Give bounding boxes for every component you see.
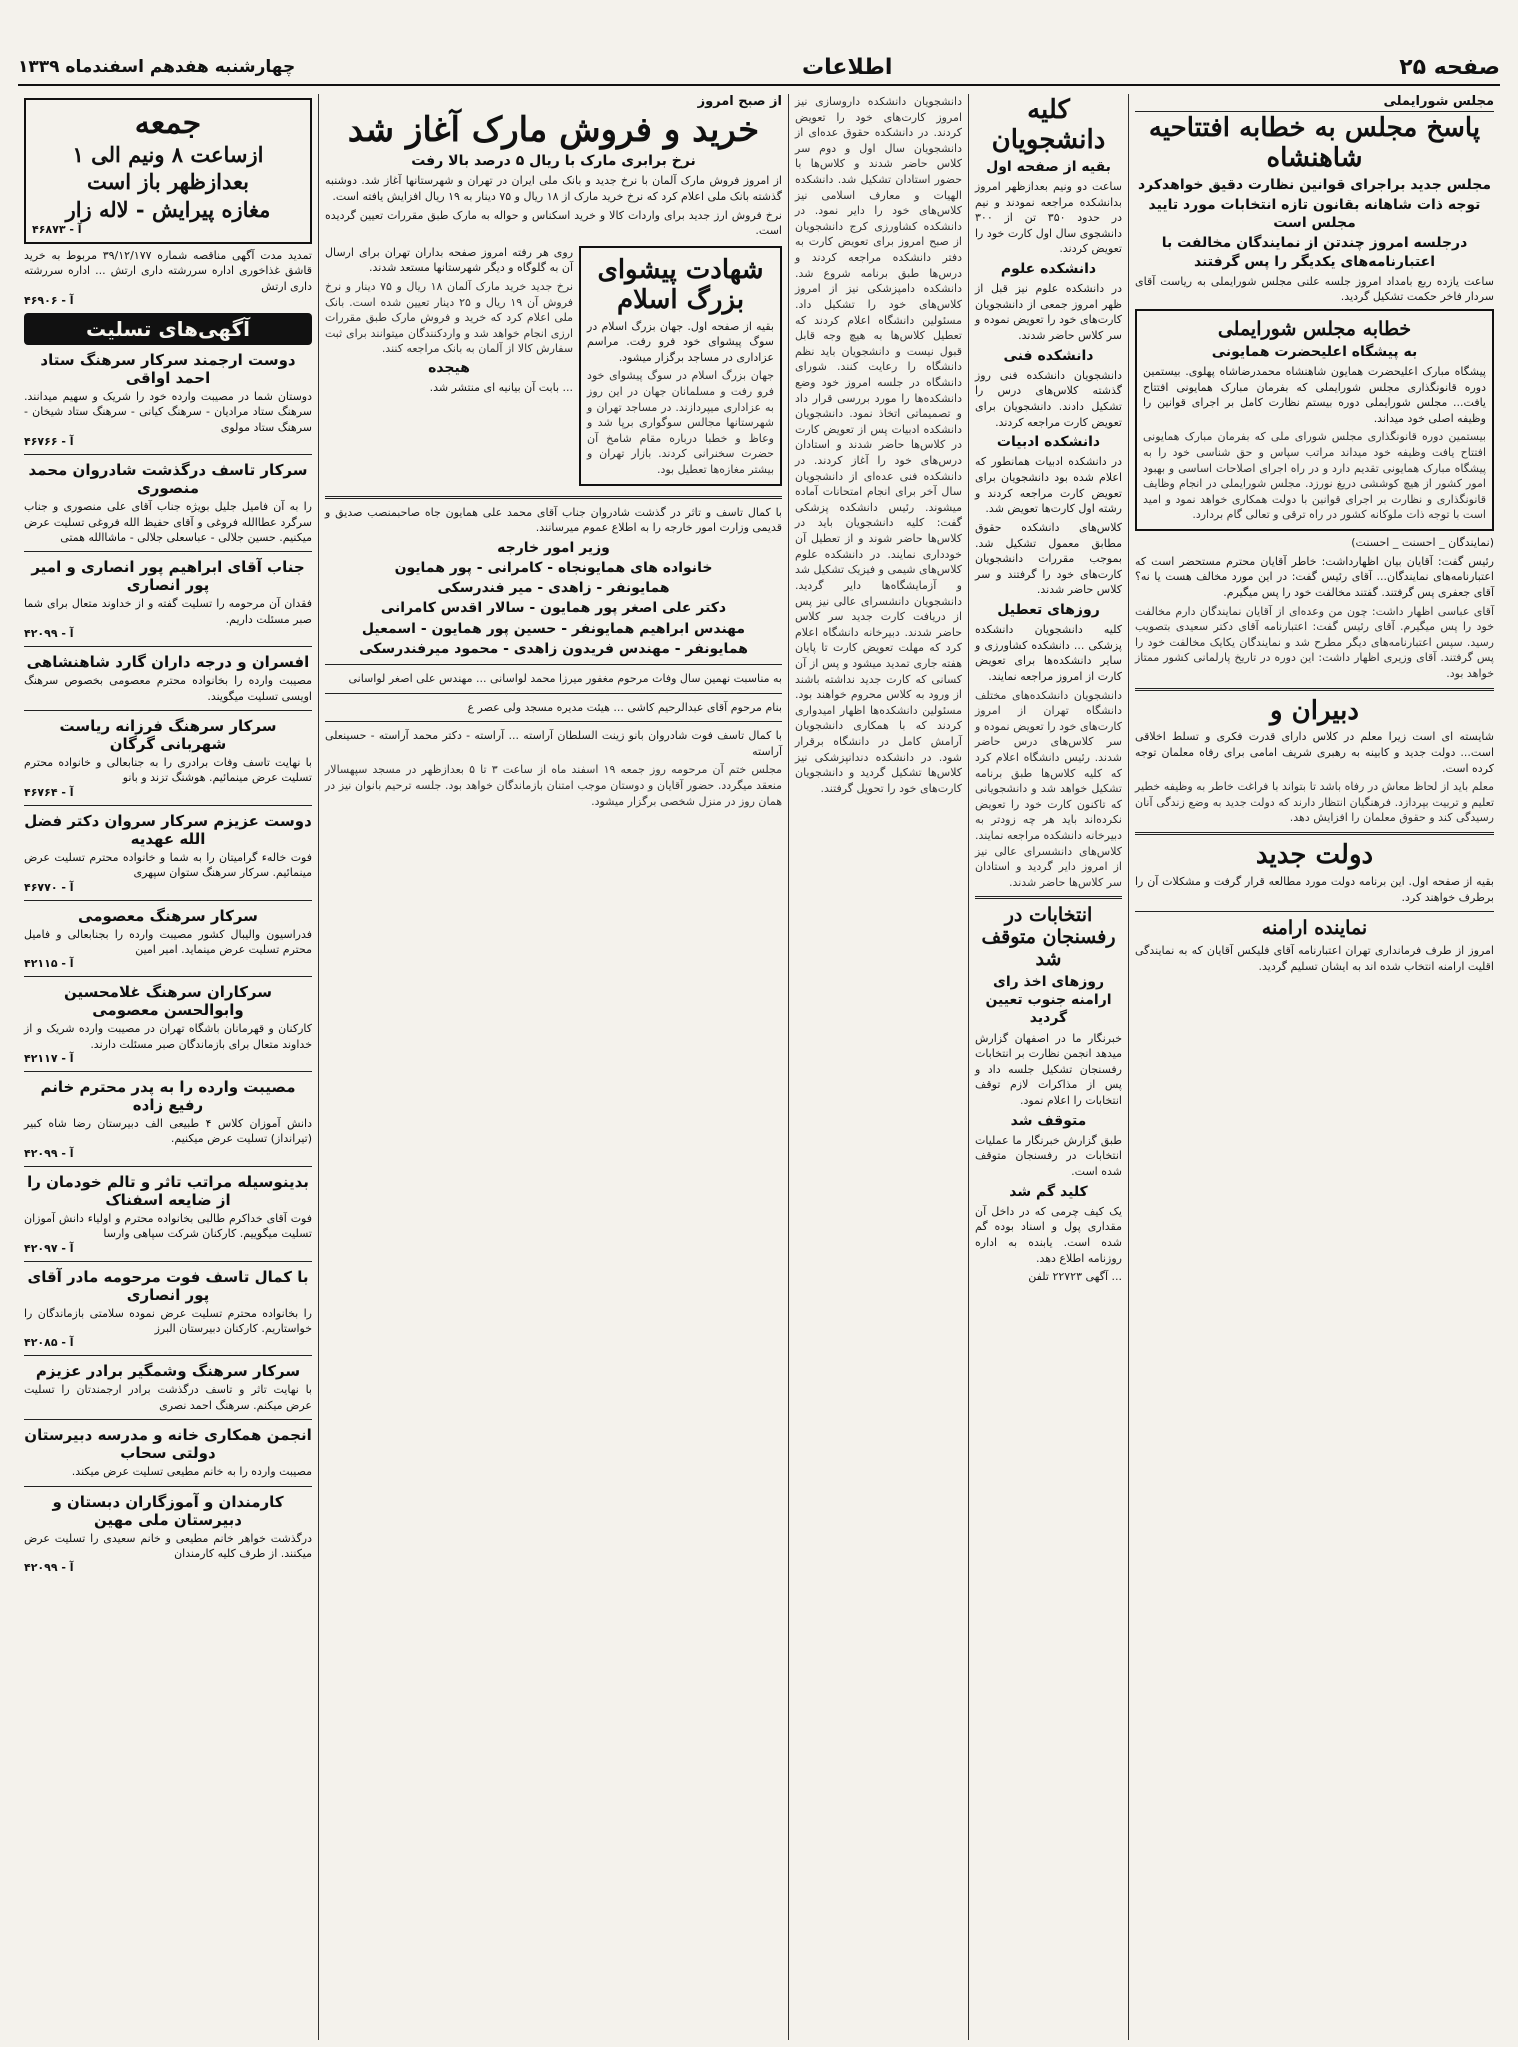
market-text: از امروز فروش مارک آلمان با نرخ جدید و بانک ملی ایران در تهران و شهرستانها آغاز شد. دوشنبه گذشته بانک ملی اعلام کرد که نرخ خرید مارک از ۱۸ ریال و ۷۵ دینار به ۱۹ ریال افزایش یافته است. — [325, 174, 782, 203]
family-line-4: مهندس ابراهیم همایونفر - حسین پور همایون - اسمعیل — [361, 620, 746, 637]
students-sec-2: دانشکده فنی — [1003, 347, 1094, 364]
majlis-sub-1: مجلس جدید براجرای قوانین نظارت دقیق خواهدکرد — [1138, 176, 1491, 193]
condolence-ad-ref: آ - ۴۶۷۶۴ — [24, 785, 74, 799]
martyr-box — [579, 246, 782, 486]
majlis-caption: (نمایندگان _ احسنت _ احسنت) — [1351, 536, 1494, 550]
elections-headline: انتخابات در رفسنجان متوقف شد — [981, 904, 1116, 971]
hayat-title: هیجده — [428, 359, 470, 376]
condolence-ad-ref: آ - ۴۶۷۶۶ — [24, 435, 74, 449]
condolence-ad-text: را بخانواده محترم تسلیت عرض نموده سلامتی بازماندگان را خواستاریم. کارکنان دبیرستان البرز — [24, 1306, 312, 1336]
kashi-notice: بنام مرحوم آقای عبدالرحیم کاشی ... هیئت مدیره مسجد ولی عصر ع — [467, 700, 782, 714]
market-column — [318, 94, 788, 2040]
section-label: مجلس شورایملی — [1135, 94, 1494, 112]
market-side-text: روی هر رفته امروز صفحه بداران تهران برای ارسال آن به گلوگاه و دیگر شهرستانها مستعد شدند. — [325, 245, 574, 275]
condolence-ad-text: دوستان شما در مصیبت وارده خود را شریک و سهیم میدانند. سرهنگ ستاد مرادیان - سرهنگ کیانی - سرهنگ ستاد شیخان - سرهنگ ستاد مولوی — [24, 390, 312, 434]
condolence-ad-title: سرکار سرهنگ معصومی — [78, 906, 258, 925]
divider — [24, 1486, 312, 1487]
condolence-ad — [24, 1078, 312, 1160]
martyr-wrap — [579, 242, 782, 490]
market-kicker: از صبح امروز — [697, 94, 782, 109]
majlis-body-cont: آقای عباسی اظهار داشت: چون من وعده‌ای از آقایان نمایندگان دارم مخالفت خود را پس میگیرم. آقای رئیس گفت: اعتبارنامه آقای دکتر سعیدی بتصویب رسید. سپس اعتبارنامه‌های دیگر مطرح شد و نمایندگان یکایک مخالفت خود را پس گرفتند. آقای وزیری اظهار داشت: این دوره در تاریخ پارلمانی کشور ممتاز خواهد بود. — [1135, 604, 1494, 680]
running-head — [18, 50, 1500, 86]
condolence-ad-text: درگذشت خواهر خانم مطیعی و خانم سعیدی را تسلیت عرض میکنند. از طرف کلیه کارمندان — [24, 1531, 312, 1560]
ads-column — [18, 94, 318, 2040]
elections-text-4: ... آگهی ۲۲۷۲۳ تلفن — [1028, 1270, 1122, 1284]
students-column — [968, 94, 1128, 2040]
condolence-ad — [24, 653, 312, 704]
condolence-ad-text: فوت آقای خداکرم طالبی بخانواده محترم و اولیاء دانش آموزان تسلیت میگوییم. کارکنان شرکت سپاهی وارسا — [24, 1211, 312, 1241]
condolence-ad-title: جناب آقای ابراهیم پور انصاری و امیر پور انصاری — [31, 558, 305, 595]
divider — [1135, 911, 1494, 912]
condolence-ad — [24, 812, 312, 894]
divider — [24, 976, 312, 977]
family-line-2: همایونفر - زاهدی - میر فندرسکی — [437, 580, 670, 597]
continued-text: دانشجویان دانشکده داروسازی نیز امروز کارت‌های خود را تعویض کردند. در دانشکده حقوق عده‌ای از دانشجویان سال اول و دوم سر کلاس حاضر شدند و کلاس‌ها با حضور استادان تشکیل شد. دانشکده الهیات و معارف اسلامی نیز کلاس‌های خود را دایر نمود. در دانشکده کشاورزی کرج دانشجویان از صبح امروز برای تعویض کارت به دفتر دانشکده مراجعه کردند و درس‌ها طبق برنامه شروع شد. دانشکده دامپزشکی نیز از امروز کلاس‌های خود را تشکیل داد. مسئولین دانشگاه اعلام کردند که تعطیل کلاس‌ها به هیچ وجه قابل قبول نیست و دانشجویان باید نظم دانشگاه را رعایت کنند. شورای دانشگاه در جلسه امروز خود وضع دانشکده‌ها را مورد بررسی قرار داد و تصمیماتی اتخاذ نمود. دانشجویان دانشکده ادبیات پس از تعویض کارت در کلاس‌ها حاضر شدند و استادان درس‌های خود را آغاز کردند. در دانشکده فنی عده‌ای از دانشجویان سال آخر برای انجام امتحانات آماده میشوند. رئیس دانشکده پزشکی گفت: کلیه دانشجویان باید در کلاس‌ها حاضر شوند و از تعطیل آن خودداری نمایند. در دانشکده علوم کلاس‌های شیمی و فیزیک تشکیل شد و آزمایشگاه‌ها دایر گردید. دانشجویان دانشسرای عالی نیز پس از دریافت کارت جدید سر کلاس حاضر شدند. دبیرخانه دانشگاه اعلام کرد که مهلت تعویض کارت تا پایان هفته جاری تمدید میشود و پس از آن کسانی که کارت جدید نداشته باشند از ورود به کلاس محروم خواهند بود. مسئولین دانشکده‌ها اظهار امیدواری کردند که با همکاری دانشجویان آرامش کامل در دانشگاه برقرار شود. در دانشکده دندانپزشکی نیز کلاس‌ها تشکیل گردید و دانشجویان کارت‌های خود را تحویل گرفتند. — [795, 95, 962, 795]
obit-main-signoff: وزیر امور خارجه — [497, 539, 610, 556]
divider — [975, 896, 1122, 899]
condolence-ad — [24, 1362, 312, 1413]
students-text-1: ساعت دو ونیم بعدازظهر امروز بدانشکده مراجعه نمودند و نیم در حدود ۳۵۰ تن از ۳۰۰ دانشجوی سال اول کارت خود را تعویض کردند. — [975, 179, 1122, 256]
students-sec-3: دانشکده ادبیات — [996, 434, 1101, 451]
elections-text-3: یک کیف چرمی که در داخل آن مقداری پول و اسناد بوده گم شده است. یابنده به اداره روزنامه اطلاع دهد. — [975, 1204, 1122, 1265]
martyr-text-cont: جهان بزرگ اسلام در سوگ پیشوای خود فرو رفت و مسلمانان جهان در این روز به عزاداری میپردازند. در مساجد تهران و شهرستانها مجالس سوگواری برپا شد و وعاظ و خطبا درباره مقام شامخ آن حضرت سخنرانی کردند. بازار تهران و بیشتر مغازه‌ها تعطیل بود. — [587, 369, 774, 476]
condolence-banner: آگهی‌های تسلیت — [24, 313, 312, 345]
divider — [24, 454, 312, 455]
speech-title: خطابه مجلس شورایملی — [1217, 317, 1412, 340]
paper-name: اطلاعات — [802, 54, 893, 80]
speech-box — [1135, 309, 1494, 531]
condolence-ad-ref: آ - ۴۲۰۹۹ — [24, 627, 74, 641]
condolence-ad — [24, 1173, 312, 1255]
condolence-ad-title: کارمندان و آموزگاران دبستان و دبیرستان ملی مهین — [52, 1492, 284, 1529]
condolence-ad-title: افسران و درجه داران گارد شاهنشاهی — [26, 653, 310, 672]
condolence-ad — [24, 558, 312, 640]
condolence-ad-title: سرکار سرهنگ فرزانه ریاست شهربانی گرگان — [59, 716, 277, 753]
elections-text-2: طبق گزارش خبرنگار ما عملیات انتخابات در رفسنجان متوقف شده است. — [975, 1133, 1122, 1179]
divider — [325, 693, 782, 694]
condolence-ad-title: دوست ارجمند سرکار سرهنگ ستاد احمد اواقی — [40, 351, 296, 388]
majlis-column — [1128, 94, 1500, 2040]
armani-headline: نماینده ارامنه — [1261, 917, 1368, 940]
condolence-ad — [24, 461, 312, 545]
condolence-ad-title: با کمال تاسف فوت مرحومه مادر آقای پور انصاری — [27, 1267, 309, 1304]
shop-ad — [24, 98, 312, 244]
market-side — [325, 242, 573, 490]
dabir-headline: دبیران و — [1270, 695, 1359, 726]
elections-text: خبرنگار ما در اصفهان گزارش میدهد انجمن نظارت بر انتخابات رفسنجان تشکیل جلسه داد و پس از مذاکرات لازم توقف انتخابات را اعلام نمود. — [975, 1031, 1122, 1108]
condolence-ad-ref: آ - ۴۲۰۹۹ — [24, 1146, 74, 1160]
condolence-ad-title: بدینوسیله مراتب تاثر و تالم خودمان را از ضایعه اسفناک — [27, 1172, 309, 1209]
hayat-text: ... بابت آن بیانیه ای منتشر شد. — [429, 381, 574, 395]
condolence-ad-text: کارکنان و قهرمانان باشگاه تهران در مصیبت وارده شریک و از خداوند متعال برای بازماندگان صبر مسئلت دارند. — [24, 1022, 312, 1051]
condolence-ad — [24, 351, 312, 448]
majlis-body: رئیس گفت: آقایان بیان اظهارداشت: خاطر آقایان محترم مستحضر است که اعتبارنامه‌های نمایندگان... آقای رئیس گفت: در این مورد مخالف هست یا نه؟ آقای جعفری پس گرفتند. گفتند مخالفت خود را پس میگیرم. — [1135, 554, 1494, 599]
condolence-ad-text: مصیبت وارده را بخانواده محترم معصومی بخصوص سرهنگ اویسی تسلیت میگویند. — [24, 674, 312, 703]
divider — [325, 664, 782, 665]
majlis-sub-2: توجه ذات شاهانه بقانون تازه انتخابات مورد تایید مجلس است — [1148, 196, 1481, 232]
condolence-ad-ref: آ - ۴۲۱۱۷ — [24, 1052, 74, 1066]
condolence-ad-title: دوست عزیزم سرکار سروان دکتر فضل الله عهدیه — [24, 811, 312, 848]
issue-date: چهارشنبه هفدهم اسفندماه ۱۳۳۹ — [18, 57, 296, 77]
arasteh-notice: با کمال تاسف فوت شادروان بانو زینت السلطان آراسته ... آراسته - دکتر محمد آراسته - حسینعلی آراسته — [325, 729, 782, 758]
family-line-3: دکتر علی اصغر پور همایون - سالار اقدس کامرانی — [380, 600, 727, 617]
students-continued-column — [788, 94, 968, 2040]
students-sec-1: دانشکده علوم — [1000, 261, 1097, 278]
condolence-ad-text: فدراسیون والیبال کشور مصیبت وارده را بجنابعالی و فامیل محترم تسلیت عرض مینماید. امیر امین — [24, 927, 312, 956]
majlis-sub-3: درجلسه امروز چندتن از نمایندگان مخالفت با اعتبارنامه‌های یکدیگر را پس گرفتند — [1161, 235, 1468, 270]
condolence-ad-text: با نهایت تاسف وفات برادری را به جنابعالی و خانواده محترم تسلیت عرض مینمائیم. هوشنگ تزند و بانو — [24, 755, 312, 785]
condolence-ad-title: سرکار سرهنگ وشمگیر برادر عزیزم — [35, 1362, 301, 1381]
condolence-ad-ref: آ - ۴۲۱۱۵ — [24, 957, 74, 971]
shop-ad-ref: آ - ۴۶۸۷۳ — [32, 222, 82, 236]
condolence-ad-ref: آ - ۴۶۷۷۰ — [24, 880, 74, 894]
condolence-ad — [24, 1426, 312, 1479]
students-filler: دانشجویان دانشکده‌های مختلف دانشگاه تهران از امروز کارت‌های خود را تعویض نموده و سر کلاس‌های درس حاضر شدند. رئیس دانشگاه اعلام کرد که کلیه کلاس‌ها طبق برنامه تشکیل خواهد شد و دانشجویانی که تاکنون کارت خود را تعویض نکرده‌اند باید هر چه زودتر به دبیرخانه دانشکده مراجعه نمایند. کلاس‌های دانشسرای عالی نیز از امروز دایر گردید و استادان سر کلاس‌ها حاضر شدند. — [975, 688, 1122, 889]
market-sub: نرخ برابری مارک با ریال ۵ درصد بالا رفت — [411, 153, 696, 170]
tender-text: تمدید مدت آگهی مناقصه شماره ۳۹/۱۲/۱۷۷ مربوط به خرید قاشق غذاخوری اداره سررشته داری ارتش ... اداره سررشته داری ارتش — [24, 248, 312, 293]
divider — [1135, 832, 1494, 835]
tender-ref: آ - ۴۶۹۰۶ — [24, 294, 74, 308]
students-cont: بقیه از صفحه اول — [986, 158, 1111, 175]
page-number: صفحه ۲۵ — [1399, 54, 1500, 80]
condolence-ad-text: دانش آموزان کلاس ۴ طبیعی الف دبیرستان رضا شاه کبیر (تیرانداز) تسلیت عرض میکنیم. — [24, 1117, 312, 1146]
divider — [24, 1261, 312, 1262]
divider — [24, 1355, 312, 1356]
elections-sub-3: کلید گم شد — [1009, 1183, 1088, 1200]
obit-main-text: با کمال تاسف و تاثر در گذشت شادروان جناب آقای محمد علی همایون جاه صاحبمنصب صدیق و قدیمی وزارت امور خارجه را به اطلاع عموم میرسانند. — [325, 505, 782, 535]
condolence-ad — [24, 717, 312, 799]
martyr-text: بقیه از صفحه اول. جهان بزرگ اسلام در سوگ پیشوای خود فرو رفت. مراسم عزاداری در مساجد برگزار میشود. — [587, 319, 774, 364]
condolence-ad — [24, 1268, 312, 1350]
dabir-text: شایسته ای است زیرا معلم در کلاس دارای قدرت فکری و تسلط اخلاقی است... دولت جدید و کابینه به رهبری شریف امامی برای رفاه معلمان توجه کرده است. — [1135, 730, 1494, 775]
divider — [24, 1071, 312, 1072]
condolence-ad — [24, 907, 312, 971]
students-text-3: دانشجویان دانشکده فنی روز گذشته کلاس‌های درس را تشکیل دادند. دانشجویان برای تعویض کارت مراجعه کردند. — [975, 368, 1122, 429]
divider — [325, 496, 782, 499]
divider — [24, 1166, 312, 1167]
elections-sub-2: متوقف شد — [1010, 1112, 1087, 1129]
condolence-ad-ref: آ - ۴۲۰۸۵ — [24, 1336, 74, 1350]
divider — [24, 805, 312, 806]
market-side-cont: نرخ جدید خرید مارک آلمان ۱۸ ریال و ۷۵ دینار و نرخ فروش آن ۱۹ ریال و ۲۵ دینار تعیین شده است. بانک ملی اعلام کرد که خرید و فروش مارک طبق مقررات ارزی انجام خواهد شد و واردکنندگان میتوانند برای ثبت سفارش کالا از آلمان به بانک مراجعه کنند. — [325, 279, 574, 356]
shop-ad-day: جمعه — [134, 106, 202, 141]
students-headline: کلیه دانشجویان — [991, 95, 1106, 155]
family-line-1: خانواده های همایونجاه - کامرانی - پور همایون — [394, 560, 713, 576]
divider — [325, 721, 782, 722]
condolence-ad-title: سرکار تاسف درگذشت شادروان محمد منصوری — [28, 461, 308, 498]
market-headline: خرید و فروش مارک آغاز شد — [347, 110, 760, 150]
divider — [24, 1419, 312, 1420]
condolence-ad-text: را به آن فامیل جلیل بویژه جناب آقای علی منصوری و جناب سرگرد عطاالله فروغی و آقای حفیظ الله فروغی تسلیت عرض میکنیم. حسین جلالی - عباسعلی جلالی - ماشاالله همتی — [24, 500, 312, 545]
students-text-2: در دانشکده علوم نیز قبل از ظهر امروز جمعی از دانشجویان کارت‌های خود را تعویض نموده و سر کلاس حاضر شدند. — [975, 282, 1122, 343]
condolence-ad-ref: آ - ۴۲۰۹۷ — [24, 1241, 74, 1255]
dowlat-text: بقیه از صفحه اول. این برنامه دولت مورد مطالعه قرار گرفت و مشکلات آن را برطرف خواهند کرد. — [1135, 874, 1494, 904]
shop-ad-hours: ازساعت ۸ ونیم الی ۱ بعدازظهر باز است — [72, 142, 264, 195]
speech-text-cont: بیستمین دوره قانونگذاری مجلس شورای ملی که بفرمان مبارک همایونی افتتاح یافت وظیفه خود میداند مراتب سپاس و حق شناسی خود را به پیشگاه مبارک همایونی تقدیم دارد و در راه اجرای اصلاحات اساسی و بهبود امور کشور از هیچ کوششی دریغ نورزد. مجلس شورایملی در انجام وظایف قانونگذاری و نظارت بر اجرای قوانین با دولت همکاری خواهد نمود و امید است با توجه ذات ملوکانه کشور در راه ترقی و تعالی گام بردارد. — [1143, 430, 1486, 522]
condolence-ad — [24, 1493, 312, 1575]
family-line-5: همایونفر - مهندس فریدون زاهدی - محمود میرفندرسکی — [359, 640, 748, 657]
shop-ad-name: مغازه پیرایش - لاله زار — [65, 196, 271, 222]
market-text-2: نرخ فروش ارز جدید برای واردات کالا و خرید اسکناس و حواله به مارک طبق مقررات تعیین گردیده است. — [325, 208, 782, 238]
condolence-ad-text: فقدان آن مرحومه را تسلیت گفته و از خداوند متعال برای شما صبر مسئلت داریم. — [24, 597, 312, 626]
dowlat-headline: دولت جدید — [1255, 840, 1374, 871]
speech-subtitle: به پیشگاه اعلیحضرت همایونی — [1211, 343, 1418, 360]
divider — [24, 646, 312, 647]
lawasani-notice: به مناسبت نهمین سال وفات مرحوم مغفور میرزا محمد لواسانی ... مهندس علی اصغر لواسانی — [348, 671, 782, 685]
students-text-6: کلیه دانشجویان دانشکده پزشکی ... دانشکده کشاورزی و سایر دانشکده‌ها برای تعویض کارت از امروز مراجعه نمایند. — [975, 623, 1122, 683]
students-sec-4: روزهای تعطیل — [997, 601, 1100, 618]
condolence-ad-title: سرکاران سرهنگ غلامحسین وابوالحسن معصومی — [63, 983, 273, 1020]
market-split — [325, 242, 782, 490]
condolence-ad — [24, 983, 312, 1065]
majlis-intro: ساعت یازده ربع بامداد امروز جلسه علنی مجلس شورایملی به ریاست آقای سردار فاخر حکمت تشکیل گردید. — [1135, 274, 1494, 304]
armani-text: امروز از طرف فرمانداری تهران اعتبارنامه آقای فلیکس آقایان که به نمایندگی اقلیت ارامنه انتخاب شده اند به ایشان تسلیم گردید. — [1135, 944, 1494, 973]
divider — [24, 710, 312, 711]
divider — [24, 551, 312, 552]
elections-sub: روزهای اخذ رای ارامنه جنوب تعیین گردید — [985, 974, 1112, 1027]
martyr-title: شهادت پیشوای بزرگ اسلام — [597, 254, 764, 315]
divider — [24, 900, 312, 901]
condolence-ad-ref: آ - ۴۲۰۹۹ — [24, 1561, 74, 1575]
page-body — [18, 94, 1500, 2040]
condolence-ad-text: با نهایت تاثر و تاسف درگذشت برادر ارجمندتان را تسلیت عرض میکنم. سرهنگ احمد نصری — [24, 1383, 312, 1412]
condolence-ad-title: انجمن همکاری خانه و مدرسه دبیرستان دولتی سحاب — [24, 1426, 312, 1463]
dabir-text-cont: معلم باید از لحاظ معاش در رفاه باشد تا بتواند با فراغت خاطر به وظیفه خطیر تعلیم و تربیت بپردازد. فرهنگیان انتظار دارند که دولت جدید به وضع زندگی آنان رسیدگی کند و حقوق معلمان را افزایش دهد. — [1135, 780, 1494, 825]
majlis-headline: پاسخ مجلس به خطابه افتتاحیه شاهنشاه — [1148, 113, 1481, 173]
condolence-ad-title: مصیبت وارده را به پدر محترم خانم رفیع زاده — [40, 1078, 296, 1115]
students-text-5: کلاس‌های دانشکده حقوق مطابق معمول تشکیل شد. بموجب مقررات دانشجویان کارت‌های خود را گرفتند و سر کلاس حاضر شدند. — [975, 520, 1122, 597]
students-text-4: در دانشکده ادبیات همانطور که اعلام شده بود دانشجویان برای تعویض کارت مراجعه کردند و رشته اول کارت‌ها تعویض شد. — [975, 455, 1122, 516]
condolence-ad-text: مصیبت وارده را به خانم مطیعی تسلیت عرض میکند. — [71, 1465, 312, 1479]
arasteh-cont: مجلس ختم آن مرحومه روز جمعه ۱۹ اسفند ماه از ساعت ۳ تا ۵ بعدازظهر در مسجد سپهسالار منعقد میگردد. حضور آقایان و دوستان موجب امتنان بازماندگان خواهد بود. جلسه ترحیم بانوان نیز در همان روز در منزل شخصی برگزار میشود. — [325, 763, 782, 808]
newspaper-page — [18, 10, 1500, 2040]
divider — [1135, 688, 1494, 691]
condolence-ad-text: فوت خالهء گرامیتان را به شما و خانواده محترم تسلیت عرض مینمائیم. سرکار سرهنگ ستوان سپهری — [24, 850, 312, 880]
speech-text: پیشگاه مبارک اعلیحضرت همایون شاهنشاه محمدرضاشاه پهلوی. بیستمین دوره قانونگذاری مجلس شورایملی که بفرمان مبارک همایونی افتتاح یافت... مجلس شورایملی دوره بیستم نظارت کامل بر اجرای قوانین را وظیفه اصلی خود میداند. — [1143, 364, 1486, 425]
